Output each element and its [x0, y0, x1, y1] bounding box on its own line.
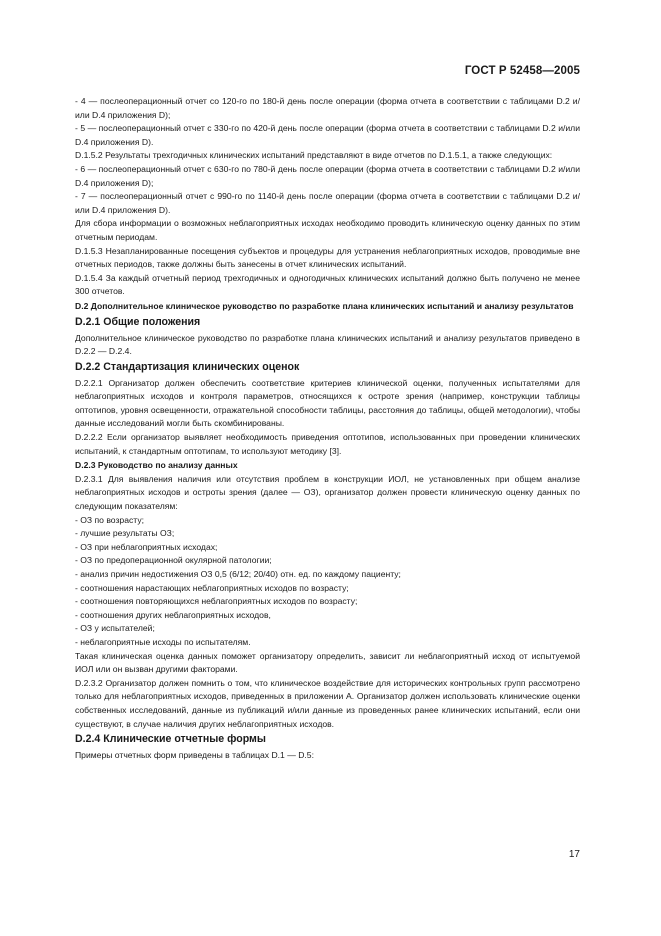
list-item: - лучшие результаты ОЗ;	[75, 528, 175, 539]
paragraph: D.1.5.2 Результаты трехгодичных клинических испытаний представляют в виде отчетов по D.1.5.1, а также следующих:	[75, 150, 553, 161]
paragraph: D.2.2.1 Организатор должен обеспечить соответствие критериев клинической оценки, полученных испытателями для неблагоприятных исходов и контроля параметров, относящихся к остроте зрения (например, конструкции таблицы оптотипов, уровня освещенности, отражательной способности таблицы, расстояния до таблицы, общей методологии), чтобы данные исследований могли быть скомбинированы.	[75, 377, 580, 429]
paragraph: Такая клиническая оценка данных поможет организатору определить, зависит ли неблагоприятный исход от испытуемой ИОЛ или он вызван другими факторами.	[75, 650, 580, 675]
bullet-list	[75, 514, 580, 650]
list-item: - соотношения повторяющихся неблагоприятных исходов по возрасту;	[75, 596, 358, 607]
list-item: - анализ причин недостижения ОЗ 0,5 (6/12; 20/40) отн. ед. по каждому пациенту;	[75, 569, 401, 579]
list-item: - ОЗ по возрасту;	[75, 514, 144, 525]
paragraph: Дополнительное клиническое руководство по разработке плана клинических испытаний и анализу результатов приведено в D.2.2 — D.2.4.	[75, 332, 580, 357]
paragraph: - 7 — послеоперационный отчет с 990-го по 1140-й день после операции (форма отчета в соответствии с таблицами D.2 и/или D.4 приложения D).	[75, 191, 580, 215]
paragraph: D.2.3.2 Организатор должен помнить о том, что клиническое воздействие для исторических контрольных групп рассмотрено только для неблагоприятных исходов, приведенных в приложении А. Организатор должен использовать клинические оценки собственных исследований, данные из публикаций и/или данные из проведенных ранее клинических испытаний, если они существуют, в случае наличия других неблагоприятных исходов.	[75, 677, 580, 729]
paragraph: D.1.5.4 За каждый отчетный период трехгодичных и одногодичных клинических испытаний должно быть получено не менее 300 отчетов.	[75, 272, 580, 297]
paragraph: - 5 — послеоперационный отчет с 330-го по 420-й день после операции (форма отчета в соответствии с таблицами D.2 и/или D.4 приложения D).	[75, 123, 580, 147]
paragraph: - 4 — послеоперационный отчет со 120-го по 180-й день после операции (форма отчета в соответствии с таблицами D.2 и/или D.4 приложения D);	[75, 96, 580, 120]
list-item: - ОЗ по предоперационной окулярной патологии;	[75, 555, 272, 566]
list-item: - соотношения других неблагоприятных исходов,	[75, 609, 271, 620]
paragraph: - 6 — послеоперационный отчет с 630-го по 780-й день после операции (форма отчета в соответствии с таблицами D.2 и/или D.4 приложения D);	[75, 163, 580, 188]
list-item: - соотношения нарастающих неблагоприятных исходов по возрасту;	[75, 582, 349, 593]
section-heading: D.2.4 Клинические отчетные формы	[75, 733, 266, 746]
document-header: ГОСТ Р 52458—2005	[464, 65, 580, 77]
document-body	[75, 95, 580, 763]
page-number: 17	[568, 849, 580, 860]
paragraph: D.2.2.2 Если организатор выявляет необходимость приведения оптотипов, использованных при проведении клинических испытаний, к стандартным оптотипам, то используют методику [3].	[75, 432, 580, 456]
list-item: - неблагоприятные исходы по испытателям.	[75, 636, 251, 647]
paragraph: Для сбора информации о возможных неблагоприятных исходах необходимо проводить клиническую оценку данных по этим отчетным периодам.	[75, 218, 580, 242]
paragraph: D.1.5.3 Незапланированные посещения субъектов и процедуры для устранения неблагоприятных исходов, проводимые вне отчетных периодов, также должны быть занесены в отчет клинических испытаний.	[75, 245, 580, 270]
paragraph: Примеры отчетных форм приведены в таблицах D.1 — D.5:	[75, 750, 314, 761]
section-heading: D.2.1 Общие положения	[75, 315, 201, 328]
paragraph: D.2.3.1 Для выявления наличия или отсутствия проблем в конструкции ИОЛ, не установленных при общем анализе неблагоприятных исходов и остроты зрения (далее — ОЗ), организатор должен провести клиническую оценку данных по следующим показателям:	[75, 473, 580, 512]
list-item: - ОЗ при неблагоприятных исходах;	[75, 541, 218, 552]
section-heading: D.2.3 Руководство по анализу данных	[75, 460, 238, 471]
section-heading: D.2 Дополнительное клиническое руководство по разработке плана клинических испытаний и анализу результатов	[75, 300, 574, 311]
section-heading: D.2.2 Стандартизация клинических оценок	[75, 360, 300, 373]
list-item: - ОЗ у испытателей;	[75, 623, 155, 634]
